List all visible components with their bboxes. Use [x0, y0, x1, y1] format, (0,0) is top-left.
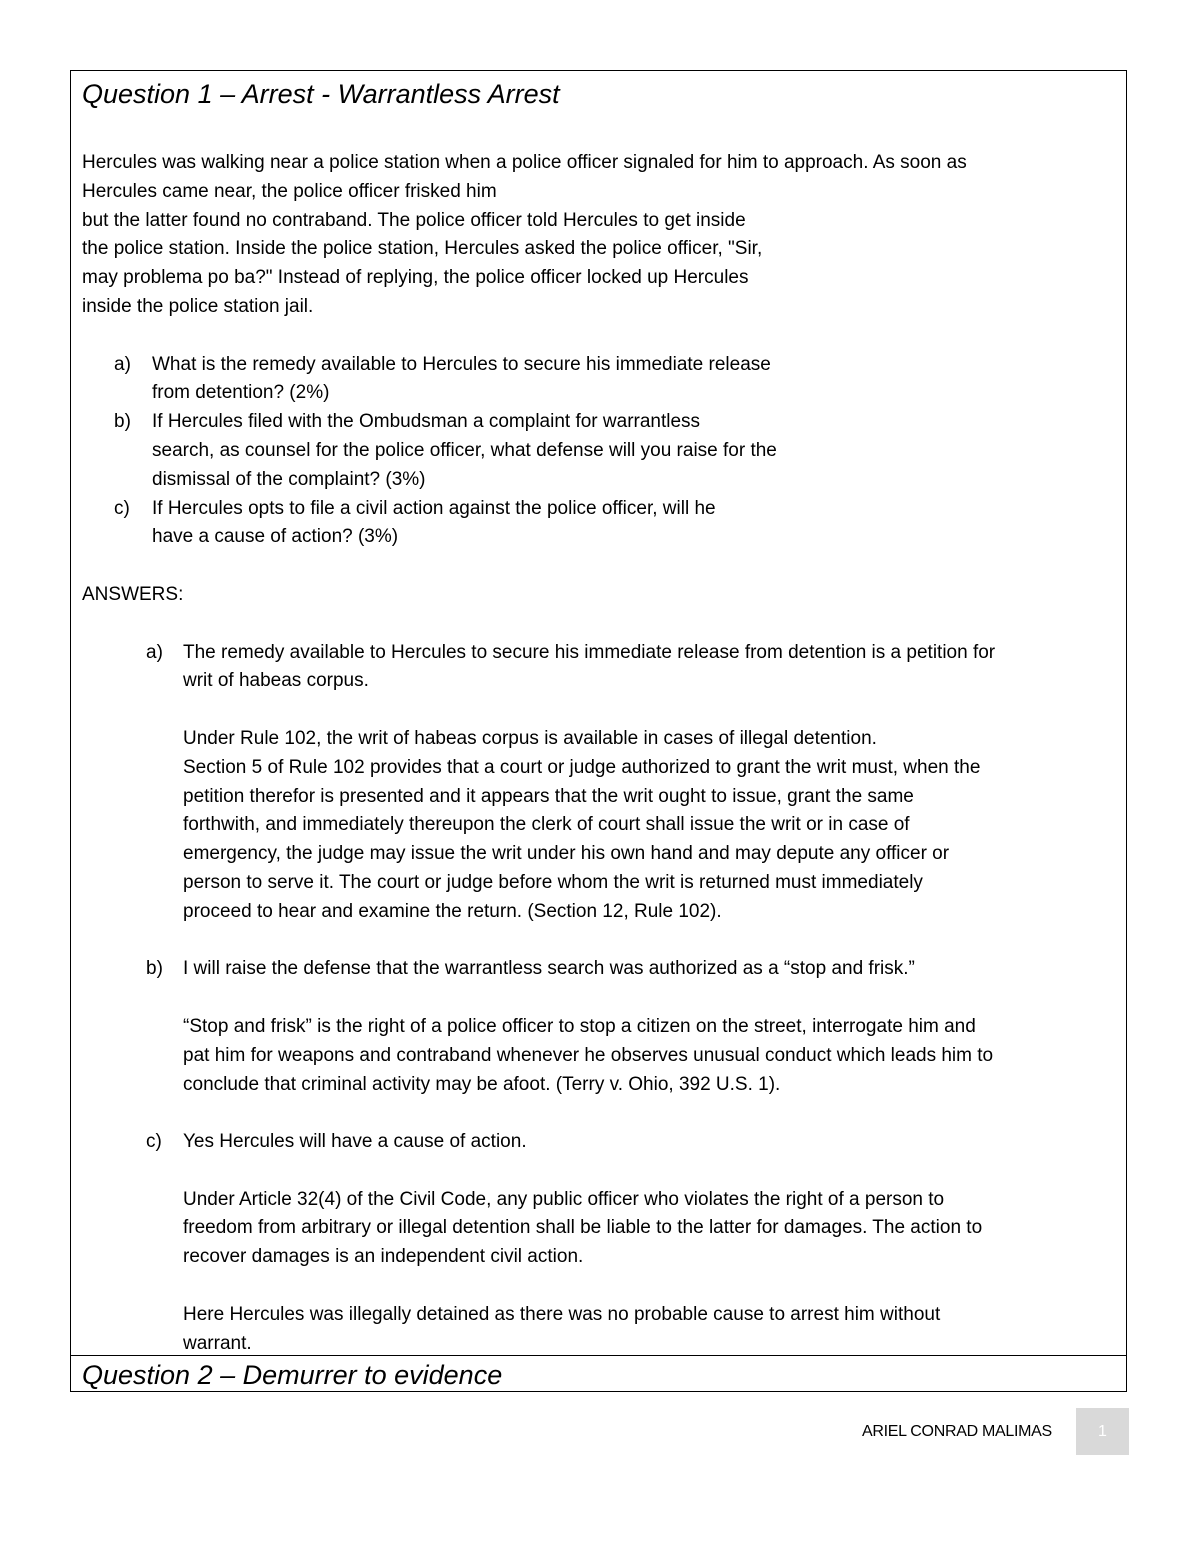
explanation-line: Section 5 of Rule 102 provides that a court or judge authorized to grant the writ must, when the	[183, 756, 981, 778]
page-number: 1	[1076, 1408, 1129, 1455]
facts-line: Hercules came near, the police officer frisked him	[82, 180, 497, 202]
sub-question-line: from detention? (2%)	[152, 382, 330, 404]
explanation-line: recover damages is an independent civil action.	[183, 1246, 584, 1268]
explanation-line: pat him for weapons and contraband whenever he observes unusual conduct which leads him to	[183, 1044, 994, 1066]
explanation-line: person to serve it. The court or judge before whom the writ is returned must immediately	[183, 871, 923, 893]
sub-question-line: If Hercules opts to file a civil action against the police officer, will he	[152, 497, 716, 519]
list-marker: c)	[146, 1131, 162, 1153]
question-2-title: Question 2 – Demurrer to evidence	[82, 1360, 503, 1390]
question-1-title: Question 1 – Arrest - Warrantless Arrest	[82, 79, 560, 109]
facts-line: but the latter found no contraband. The police officer told Hercules to get inside	[82, 209, 746, 231]
explanation-line: proceed to hear and examine the return. (Section 12, Rule 102).	[183, 900, 722, 922]
sub-question-line: search, as counsel for the police officer, what defense will you raise for the	[152, 439, 777, 461]
answers-heading: ANSWERS:	[82, 583, 184, 605]
explanation-line: Here Hercules was illegally detained as there was no probable cause to arrest him without	[183, 1303, 941, 1325]
answer-a	[82, 639, 1122, 697]
answer-line: I will raise the defense that the warrantless search was authorized as a “stop and frisk.”	[183, 958, 915, 980]
answer-line: The remedy available to Hercules to secure his immediate release from detention is a petition for	[183, 641, 996, 663]
explanation-line: petition therefor is presented and it appears that the writ ought to issue, grant the same	[183, 785, 914, 807]
facts-line: the police station. Inside the police station, Hercules asked the police officer, "Sir,	[82, 238, 763, 260]
sub-question-a	[82, 351, 1122, 409]
sub-question-b	[82, 408, 1122, 494]
sub-question-c	[82, 495, 1122, 553]
explanation-line: “Stop and frisk” is the right of a police officer to stop a citizen on the street, interrogate him and	[183, 1015, 976, 1037]
answer-b-explanation	[183, 1013, 1122, 1099]
sub-question-line: What is the remedy available to Hercules to secure his immediate release	[152, 353, 771, 375]
facts-line: may problema po ba?" Instead of replying, the police officer locked up Hercules	[82, 267, 749, 289]
answer-c	[82, 1128, 1122, 1157]
explanation-line: freedom from arbitrary or illegal detention shall be liable to the latter for damages. The action to	[183, 1217, 983, 1239]
facts-line: inside the police station jail.	[82, 295, 314, 317]
answer-line: writ of habeas corpus.	[183, 670, 369, 692]
answer-c-explanation	[183, 1186, 1122, 1359]
sub-question-line: dismissal of the complaint? (3%)	[152, 468, 426, 490]
question-1-facts	[82, 149, 1122, 322]
list-marker: a)	[146, 641, 163, 663]
list-marker: a)	[114, 353, 131, 375]
question-table	[70, 70, 1127, 1392]
answer-line: Yes Hercules will have a cause of action.	[183, 1131, 527, 1153]
explanation-line: conclude that criminal activity may be afoot. (Terry v. Ohio, 392 U.S. 1).	[183, 1073, 781, 1095]
facts-line: Hercules was walking near a police station when a police officer signaled for him to approach. As soon as	[82, 152, 967, 173]
explanation-line: forthwith, and immediately thereupon the clerk of court shall issue the writ or in case of	[183, 814, 910, 836]
list-marker: c)	[114, 497, 130, 519]
sub-question-line: If Hercules filed with the Ombudsman a complaint for warrantless	[152, 411, 701, 433]
explanation-line: Under Rule 102, the writ of habeas corpus is available in cases of illegal detention.	[183, 727, 877, 749]
question-1-body	[82, 149, 1122, 1358]
answer-b	[82, 955, 1122, 984]
answer-a-explanation	[183, 725, 1122, 927]
table-divider	[71, 1355, 1126, 1356]
explanation-line: warrant.	[183, 1332, 252, 1354]
list-marker: b)	[146, 958, 163, 980]
list-marker: b)	[114, 411, 131, 433]
explanation-line: emergency, the judge may issue the writ under his own hand and may depute any officer or	[183, 843, 950, 865]
footer-author: ARIEL CONRAD MALIMAS	[862, 1423, 1052, 1440]
explanation-line: Under Article 32(4) of the Civil Code, any public officer who violates the right of a person to	[183, 1188, 945, 1210]
sub-question-line: have a cause of action? (3%)	[152, 526, 399, 548]
